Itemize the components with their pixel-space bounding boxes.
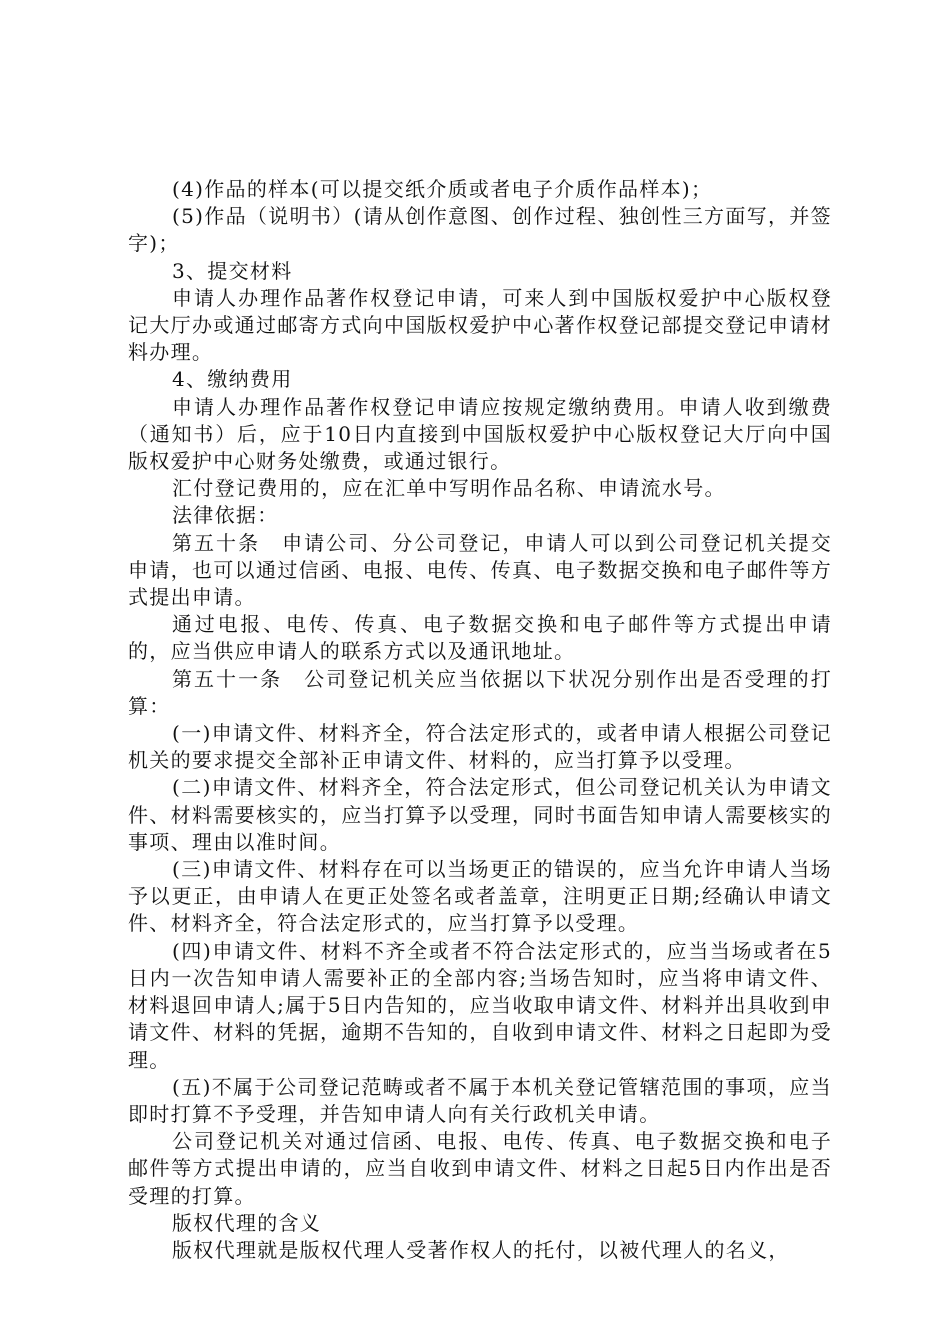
- paragraph-copyright-agency: 版权代理就是版权代理人受著作权人的托付，以被代理人的名义，: [172, 1237, 790, 1262]
- paragraph-sample-item: (4)作品的样本(可以提交纸介质或者电子介质作品样本)；: [172, 177, 713, 201]
- heading-pay-fees: 4、缴纳费用: [172, 367, 293, 392]
- paragraph-remittance: 汇付登记费用的，应在汇单中写明作品名称、申请流水号。: [172, 476, 726, 501]
- paragraph-registration-decision: 公司登记机关对通过信函、电报、电传、传真、电子数据交换和电子邮件等方式提出申请的，应当自收到申请文件、材料之日起5日内作出是否受理的打算。: [128, 1129, 832, 1208]
- heading-copyright-agency: 版权代理的含义: [172, 1210, 322, 1235]
- paragraph-contact-info: 通过电报、电传、传真、电子数据交换和电子邮件等方式提出申请的，应当供应申请人的联系方式以及通讯地址。: [128, 612, 832, 664]
- paragraph-item-4: (四)申请文件、材料不齐全或者不符合法定形式的，应当当场或者在5日内一次告知申请人需要补正的全部内容;当场告知时，应当将申请文件、材料退回申请人;属于5日内告知的，应当收取申请文件、材料并出具收到申请文件、材料的凭据，逾期不告知的，自收到申请文件、材料之日起即为受理。: [128, 938, 832, 1072]
- paragraph-description-item: (5)作品（说明书）(请从创作意图、创作过程、独创性三方面写，并签字)；: [128, 204, 832, 256]
- paragraph-item-1: (一)申请文件、材料齐全，符合法定形式的，或者申请人根据公司登记机关的要求提交全部补正申请文件、材料的，应当打算予以受理。: [128, 721, 832, 773]
- paragraph-submit-materials: 申请人办理作品著作权登记申请，可来人到中国版权爱护中心版权登记大厅办或通过邮寄方式向中国版权爱护中心著作权登记部提交登记申请材料办理。: [128, 285, 832, 365]
- paragraph-pay-fees: 申请人办理作品著作权登记申请应按规定缴纳费用。申请人收到缴费（通知书）后，应于10日内直接到中国版权爱护中心版权登记大厅向中国版权爱护中心财务处缴费，或通过银行。: [128, 394, 832, 474]
- heading-legal-basis: 法律依据：: [172, 503, 279, 528]
- heading-submit-materials: 3、提交材料: [172, 258, 293, 283]
- paragraph-item-2: (二)申请文件、材料齐全，符合法定形式，但公司登记机关认为申请文件、材料需要核实的，应当打算予以受理，同时书面告知申请人需要核实的事项、理由以准时间。: [128, 775, 832, 854]
- document-page: [128, 176, 832, 1264]
- paragraph-article-50: 第五十条 申请公司、分公司登记，申请人可以到公司登记机关提交申请，也可以通过信函、电报、电传、传真、电子数据交换和电子邮件等方式提出申请。: [128, 530, 832, 610]
- paragraph-item-5: (五)不属于公司登记范畴或者不属于本机关登记管辖范围的事项，应当即时打算不予受理，并告知申请人向有关行政机关申请。: [128, 1074, 832, 1126]
- paragraph-item-3: (三)申请文件、材料存在可以当场更正的错误的，应当允许申请人当场予以更正，由申请人在更正处签名或者盖章，注明更正日期;经确认申请文件、材料齐全，符合法定形式的，应当打算予以受理。: [128, 857, 832, 936]
- paragraph-article-51: 第五十一条 公司登记机关应当依据以下状况分别作出是否受理的打算：: [128, 666, 832, 718]
